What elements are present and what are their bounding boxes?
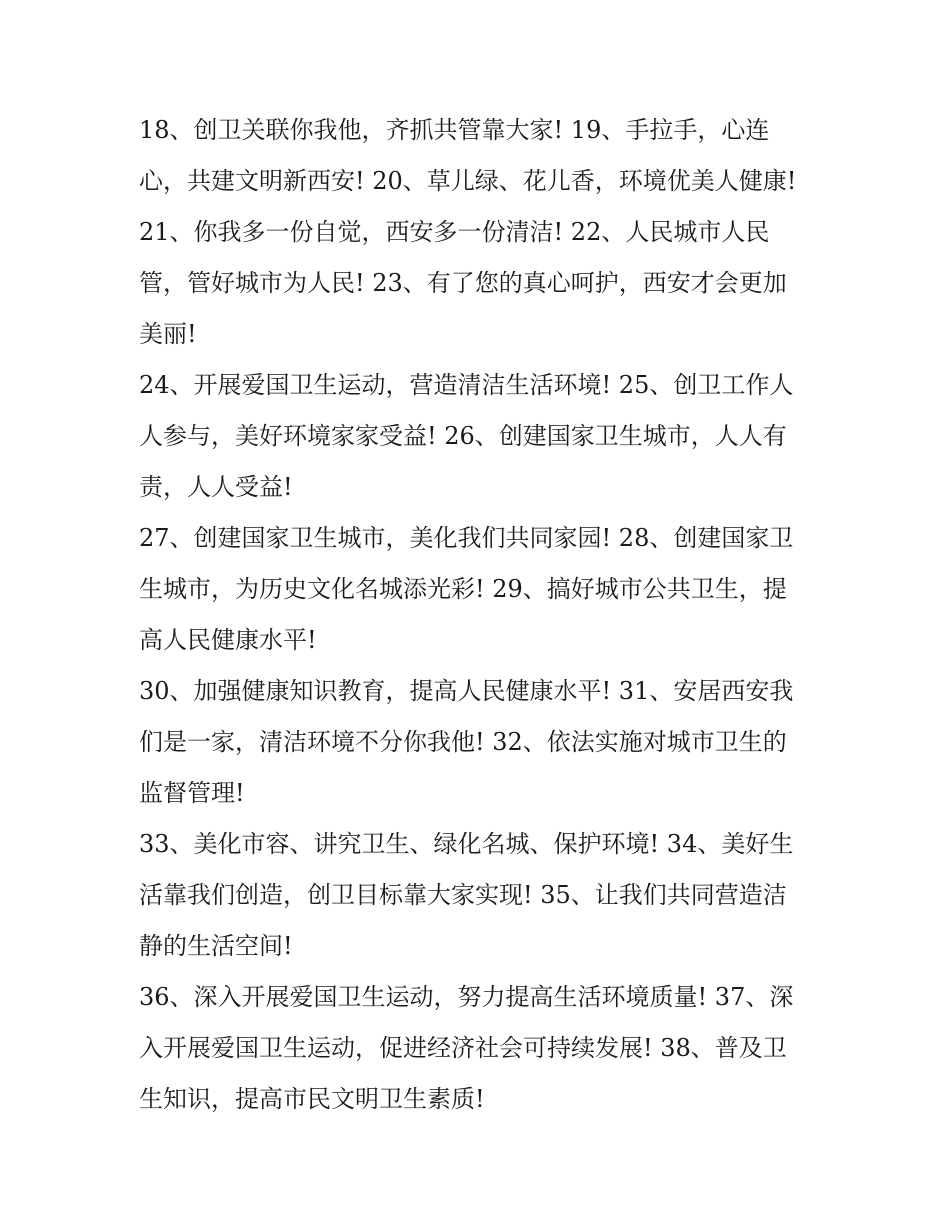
text-line: 监督管理! <box>139 779 245 807</box>
paragraph <box>139 819 811 972</box>
text-line: 们是一家，清洁环境不分你我他! 32、依法实施对城市卫生的 <box>139 728 787 756</box>
text-line: 27、创建国家卫生城市，美化我们共同家园! 28、创建国家卫 <box>139 524 794 552</box>
paragraph <box>139 972 811 1125</box>
text-line: 活靠我们创造，创卫目标靠大家实现! 35、让我们共同营造洁 <box>139 881 787 909</box>
text-line: 生知识，提高市民文明卫生素质! <box>139 1085 485 1113</box>
text-line: 管，管好城市为人民! 23、有了您的真心呵护，西安才会更加 <box>139 269 787 297</box>
text-line: 静的生活空间! <box>139 932 293 960</box>
text-line: 心，共建文明新西安! 20、草儿绿、花儿香，环境优美人健康! <box>139 167 797 195</box>
text-line: 24、开展爱国卫生运动，营造清洁生活环境! 25、创卫工作人 <box>139 371 794 399</box>
document-body <box>139 105 811 1125</box>
text-line: 人参与，美好环境家家受益! 26、创建国家卫生城市，人人有 <box>139 422 787 450</box>
text-line: 18、创卫关联你我他，齐抓共管靠大家! 19、手拉手，心连 <box>139 116 770 144</box>
text-line: 36、深入开展爱国卫生运动，努力提高生活环境质量! 37、深 <box>139 983 794 1011</box>
text-line: 美丽! <box>139 320 197 348</box>
paragraph <box>139 105 811 207</box>
paragraph <box>139 513 811 666</box>
text-line: 入开展爱国卫生运动，促进经济社会可持续发展! 38、普及卫 <box>139 1034 787 1062</box>
text-line: 高人民健康水平! <box>139 626 317 654</box>
paragraph <box>139 666 811 819</box>
text-line: 21、你我多一份自觉，西安多一份清洁! 22、人民城市人民 <box>139 218 770 246</box>
text-line: 生城市，为历史文化名城添光彩! 29、搞好城市公共卫生，提 <box>139 575 787 603</box>
paragraph <box>139 207 811 360</box>
text-line: 33、美化市容、讲究卫生、绿化名城、保护环境! 34、美好生 <box>139 830 794 858</box>
paragraph <box>139 360 811 513</box>
text-line: 责，人人受益! <box>139 473 293 501</box>
text-line: 30、加强健康知识教育，提高人民健康水平! 31、安居西安我 <box>139 677 794 705</box>
